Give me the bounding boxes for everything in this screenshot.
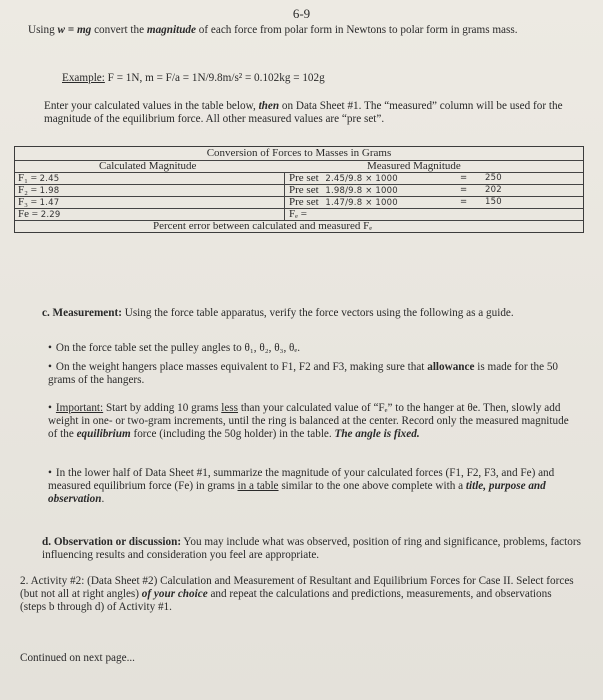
bullet-important: • Important: Start by adding 10 grams less than your calculated value of “Fₑ” to the hanger at θe. Then, slowly add weight in one- or two-gram increments, until the ring is balanced at the center. Record only the measured magnitude of the equilibrium force (including the 50g holder) in the table. The angle is fixed. xyxy=(48,402,578,441)
column-header-measured: Measured Magnitude xyxy=(367,160,461,172)
bullet-data-sheet-summary: • In the lower half of Data Sheet #1, summarize the magnitude of your calculated forces (F1, F2, F3, and Fe) and measured equilibrium force (Fe) in grams in a table similar to the one above complete with a title, purpose and observation. xyxy=(48,467,578,506)
handwritten-value: 1.47 xyxy=(39,198,60,208)
handwritten-result: 250 xyxy=(485,173,502,183)
bullet-pulley-angles: • On the force table set the pulley angles to θ₁, θ₂, θ₃, θₑ. xyxy=(48,342,578,355)
observation-section: d. Observation or discussion: You may include what was observed, position of ring and significance, problems, factors influencing results and consideration you feel are appropriate. xyxy=(42,536,581,561)
intro-paragraph: Using w = mg convert the magnitude of each force from polar form in Newtons to polar form in grams mass. xyxy=(28,24,518,36)
handwritten-value: 2.45 xyxy=(39,174,60,184)
table-title: Conversion of Forces to Masses in Grams xyxy=(206,147,392,159)
table-row: F₂ = 1.98 xyxy=(18,184,60,196)
activity-2-paragraph: 2. Activity #2: (Data Sheet #2) Calculation and Measurement of Resultant and Equilibrium Forces for Case II. Select forces (but not all at right angles) of your choice and repeat the calculations and predictions, measurements, and observations (steps b through d) of Activity #1. xyxy=(20,575,574,613)
handwritten-value: 2.29 xyxy=(40,210,61,220)
conversion-table: Conversion of Forces to Masses in Grams Calculated Magnitude Measured Magnitude F₁ = 2.45 Pre set 2.45/9.8 × 1000 = 250 F₂ = 1.98 Pre set 1.98/9.8 × 1000 = 202 F₃ = 1.47 Pre set 1.47/9.8 × 1000 = 150 Fe = 2.29 Fₑ = Percent error between calculated and measured Fₑ xyxy=(14,146,584,233)
formula-w-mg: w = mg xyxy=(57,24,92,36)
instructions-paragraph: Enter your calculated values in the table below, then on Data Sheet #1. The “measured” column will be used for the magnitude of the equilibrium force. All other measured values are “pre set”. xyxy=(44,100,563,125)
example-line: Example: F = 1N, m = F/a = 1N/9.8m/s² = 0.102kg = 102g xyxy=(62,72,325,84)
measurement-section: c. Measurement: Using the force table apparatus, verify the force vectors using the following as a guide. xyxy=(42,307,514,319)
bullet-weight-hangers: • On the weight hangers place masses equivalent to F1, F2 and F3, making sure that allowance is made for the 50 grams of the hangers. xyxy=(48,361,578,387)
continued-note: Continued on next page... xyxy=(20,652,135,664)
handwritten-result: 202 xyxy=(485,185,502,195)
page-number: 6-9 xyxy=(292,6,311,21)
handwritten-value: 1.98 xyxy=(39,186,60,196)
table-row: Fe = 2.29 xyxy=(18,208,61,220)
table-row: F₁ = 2.45 xyxy=(18,172,60,184)
percent-error-label: Percent error between calculated and measured Fₑ xyxy=(153,220,373,232)
column-header-calculated: Calculated Magnitude xyxy=(99,160,197,172)
table-row: F₃ = 1.47 xyxy=(18,196,60,208)
handwritten-result: 150 xyxy=(485,197,502,207)
